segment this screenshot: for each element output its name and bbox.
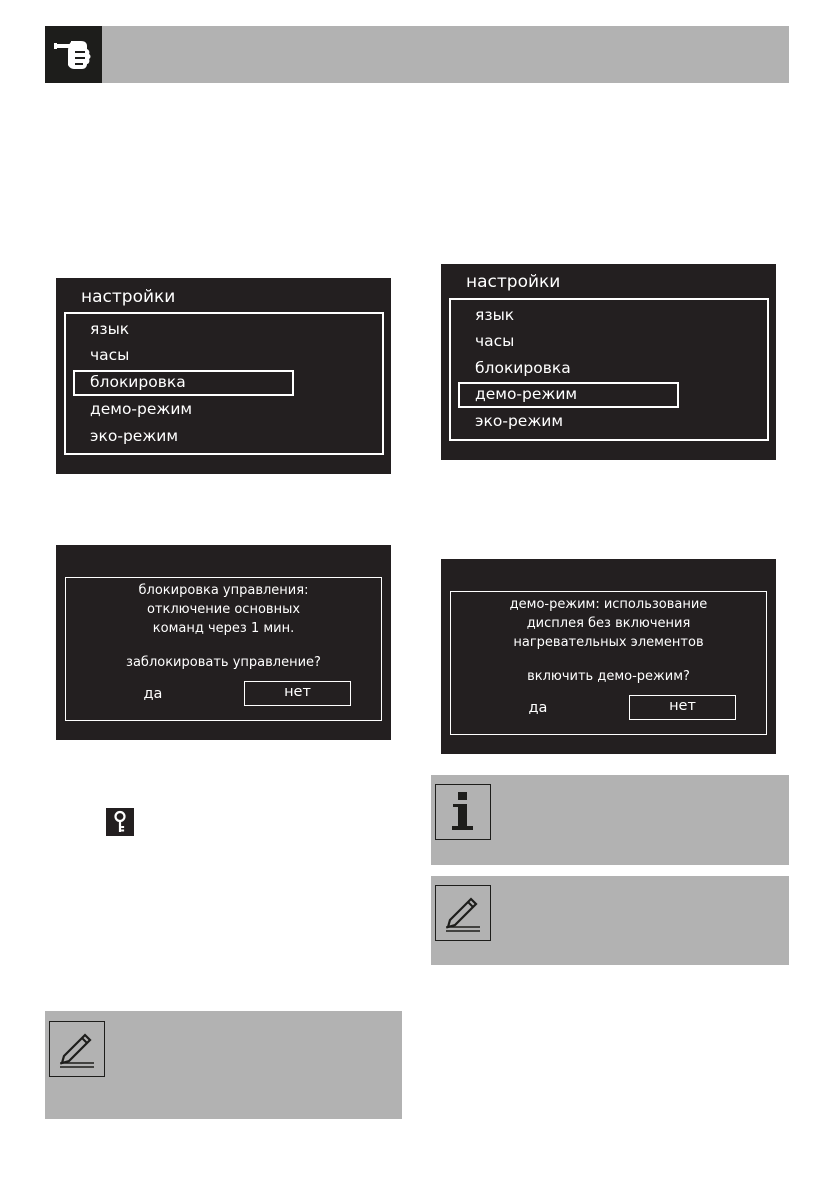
pencil-note-box-left — [45, 1011, 402, 1119]
menu-title: настройки — [466, 272, 561, 292]
menu-item-demo[interactable]: демо-режим — [90, 400, 193, 418]
settings-menu-screen-demo — [441, 264, 776, 460]
menu-item-language[interactable]: язык — [90, 320, 130, 338]
dialog-line-3: нагревательных элементов — [513, 635, 704, 650]
menu-title: настройки — [81, 287, 176, 307]
no-button[interactable]: нет — [629, 695, 736, 720]
lock-confirm-dialog-screen — [56, 545, 391, 740]
info-icon — [435, 784, 491, 840]
pencil-note-icon — [49, 1021, 105, 1077]
dialog-question: включить демо-режим? — [527, 669, 690, 684]
header-bar — [45, 26, 789, 83]
settings-menu-screen-lock — [56, 278, 391, 474]
pencil-note-box-right — [431, 876, 789, 965]
menu-item-clock[interactable]: часы — [90, 346, 130, 364]
dialog-frame — [450, 591, 767, 735]
pointing-hand-icon — [45, 26, 102, 83]
dialog-line-2: отключение основных — [146, 602, 301, 617]
key-icon — [106, 808, 134, 836]
menu-item-language[interactable]: язык — [475, 306, 515, 324]
pencil-note-icon — [435, 885, 491, 941]
yes-option[interactable]: да — [528, 700, 548, 716]
dialog-line-1: демо-режим: использование — [509, 597, 708, 612]
menu-item-clock[interactable]: часы — [475, 332, 515, 350]
yes-option[interactable]: да — [143, 686, 163, 702]
info-note-box — [431, 775, 789, 865]
dialog-line-3: команд через 1 мин. — [152, 621, 295, 636]
dialog-frame — [65, 577, 382, 721]
menu-item-eco[interactable]: эко-режим — [475, 412, 564, 430]
menu-item-demo[interactable]: демо-режим — [475, 385, 578, 403]
menu-item-eco[interactable]: эко-режим — [90, 427, 179, 445]
no-button[interactable]: нет — [244, 681, 351, 706]
dialog-line-1: блокировка управления: — [138, 583, 309, 598]
demo-confirm-dialog-screen — [441, 559, 776, 754]
menu-item-lock[interactable]: блокировка — [475, 359, 571, 377]
dialog-question: заблокировать управление? — [126, 655, 321, 670]
menu-item-lock[interactable]: блокировка — [90, 373, 186, 391]
dialog-line-2: дисплея без включения — [526, 616, 691, 631]
